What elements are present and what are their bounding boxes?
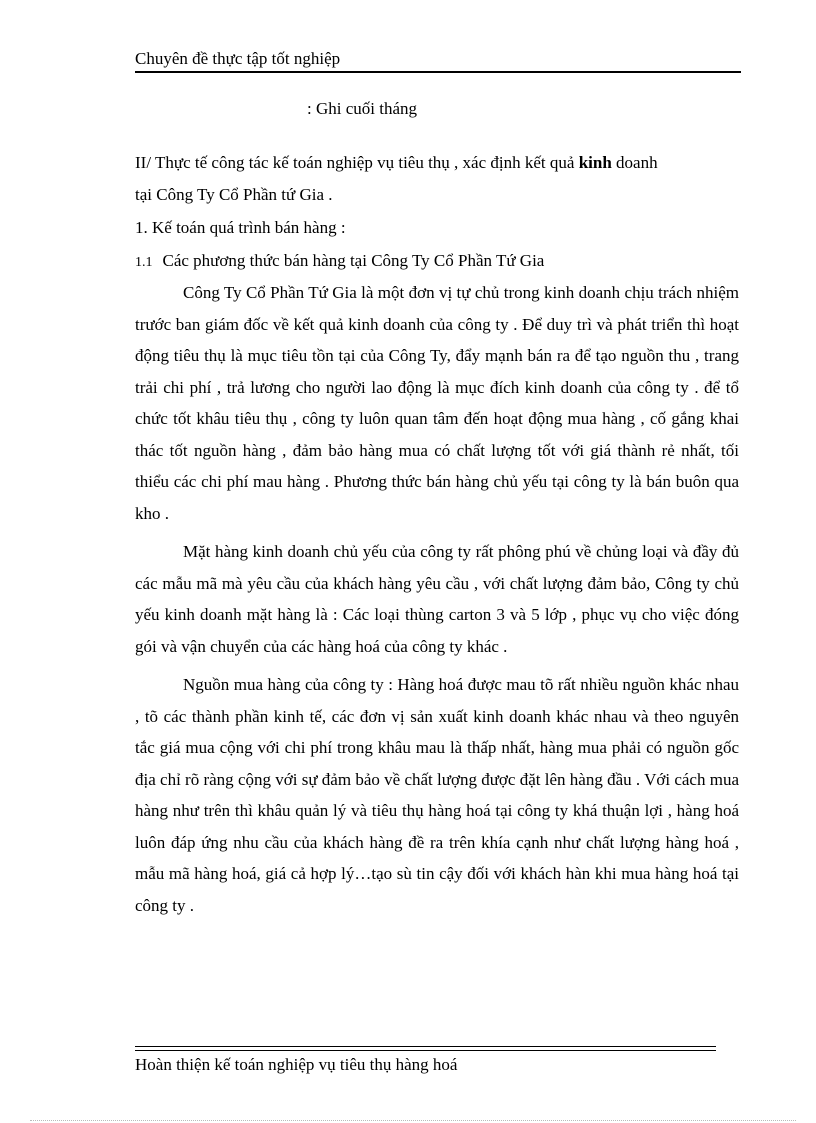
footer-rule xyxy=(135,1046,716,1051)
section-heading-bold: kinh xyxy=(578,153,612,172)
subheading-1: 1. Kế toán quá trình bán hàng : xyxy=(135,218,346,237)
paragraph: Nguồn mua hàng của công ty : Hàng hoá được mau tõ rất nhiều nguồn khác nhau , tõ các thành phần kinh tế, các đơn vị sản xuất kinh doanh khác nhau và theo nguyên tắc giá mua cộng với chi phí trong khâu mau là thấp nhất, hàng mua phải có nguồn gốc địa chỉ rõ ràng cộng với sự đảm bảo về chất lượng được đặt lên hàng đầu . Với cách mua hàng như trên thì khâu quản lý và tiêu thụ hàng hoá tại công ty khá thuận lợi , hàng hoá luôn đáp ứng nhu cầu của khách hàng đề ra trên khía cạnh như chất lượng hàng hoá , mẫu mã hàng hoá, giá cả hợp lý…tạo sù tin cậy đối với khách hàn khi mua hàng hoá tại công ty . xyxy=(135,675,739,915)
page-bottom-border xyxy=(30,1120,796,1121)
section-heading-part-b: doanh xyxy=(611,153,658,172)
paragraph: Mặt hàng kinh doanh chủ yếu của công ty rất phông phú về chủng loại và đầy đủ các mẫu mã mà yêu cầu của khách hàng yêu cầu , với chất lượng đảm bảo, Công ty chủ yếu kinh doanh mặt hàng là : Các loại thùng carton 3 và 5 lớp , phục vụ cho việc đóng gói và vận chuyển của các hàng hoá của công ty khác . xyxy=(135,542,739,656)
subheading-1-1 xyxy=(135,250,544,274)
note-text: : Ghi cuối tháng xyxy=(307,99,418,118)
subheading-number: 1.1 xyxy=(135,255,153,270)
section-heading-part-a: II/ Thực tế công tác kế toán nghiệp vụ tiêu thụ , xác định kết quả xyxy=(135,153,579,172)
subheading-text: Các phương thức bán hàng tại Công Ty Cổ Phần Tứ Gia xyxy=(162,251,545,270)
section-heading-line-1 xyxy=(135,152,658,174)
page-header: Chuyên đề thực tập tốt nghiệp xyxy=(135,48,741,73)
paragraph: Công Ty Cổ Phần Tứ Gia là một đơn vị tự chủ trong kinh doanh chịu trách nhiệm trước ban giám đốc về kết quả kinh doanh của công ty . Để duy trì và phát triển thì hoạt động tiêu thụ là mục tiêu tồn tại của Công Ty, đẩy mạnh bán ra để tạo nguồn thu , trang trải chi phí , trả lương cho người lao động là mục đích kinh doanh của công ty . để tổ chức tốt khâu tiêu thụ , công ty luôn quan tâm đến hoạt động mua hàng , cố gắng khai thác tốt nguồn hàng , đảm bảo hàng mua có chất lượng tốt với giá thành rẻ nhất, tối thiểu các chi phí mau hàng . Phương thức bán hàng chủ yếu tại công ty là bán buôn qua kho . xyxy=(135,283,739,523)
page-footer: Hoàn thiện kế toán nghiệp vụ tiêu thụ hàng hoá xyxy=(135,1055,458,1074)
section-heading-line-2: tại Công Ty Cổ Phần tứ Gia . xyxy=(135,185,333,204)
body-text xyxy=(135,277,739,921)
